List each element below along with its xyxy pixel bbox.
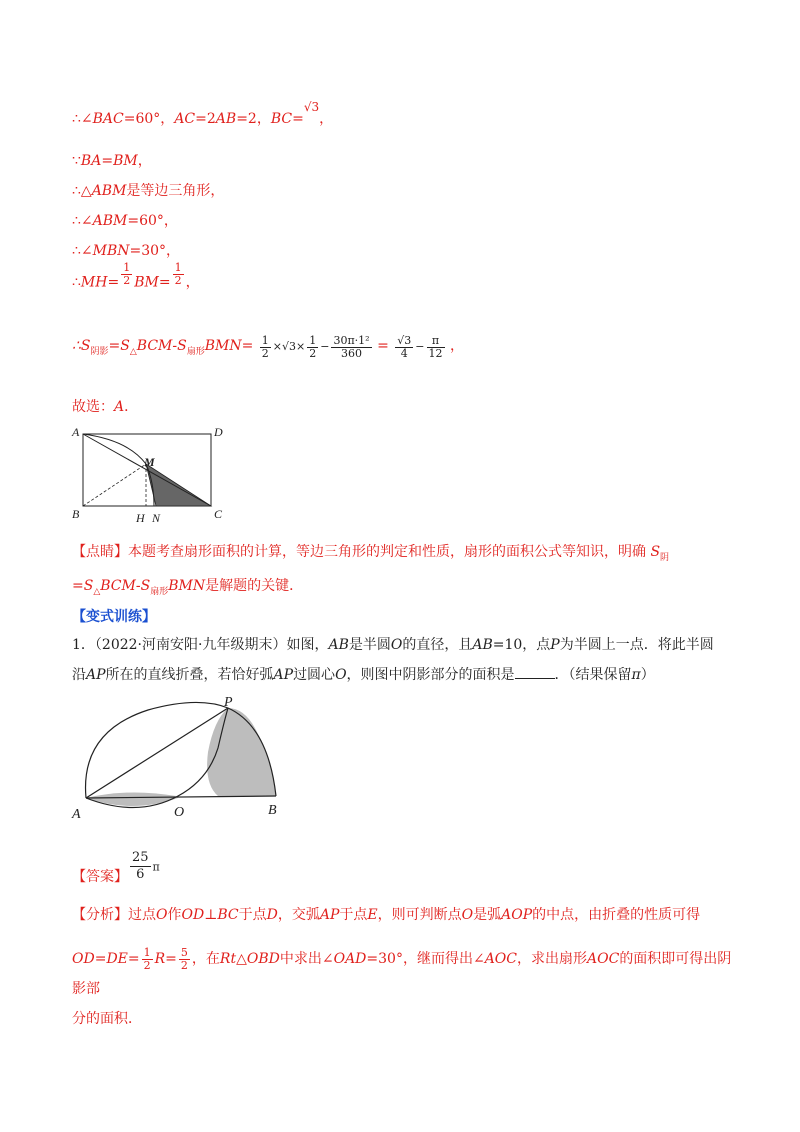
fraction-half (173, 262, 184, 287)
variant-label: 【变式训练】 (72, 609, 156, 625)
subscript: 阴 (660, 552, 670, 563)
numerator: 1 (261, 333, 269, 347)
solution-line-7 (72, 326, 464, 372)
label-a: A (72, 807, 81, 820)
text: ． (124, 399, 139, 415)
text: - (135, 577, 141, 594)
text: 为半圆上一点．将此半圆 (559, 637, 714, 653)
text: =30°，继而得出∠ (366, 951, 485, 967)
subscript: △ (93, 586, 101, 597)
var-abm: ABM (91, 183, 127, 199)
var-ap: AP (319, 907, 340, 923)
var-bcm: BCM (136, 338, 173, 354)
text: 所在的直线折叠，若恰好弧 (105, 667, 274, 683)
diagonal-ac (83, 434, 211, 506)
text: 作 (167, 907, 182, 923)
text: = (107, 274, 120, 291)
perp-symbol: ⊥ (204, 907, 218, 923)
denominator: 6 (136, 867, 145, 882)
var-o: O (461, 907, 474, 923)
choice-line (72, 396, 138, 416)
fraction-five-halves (179, 947, 190, 972)
denominator: 2 (123, 274, 131, 287)
var-aop: AOP (501, 907, 533, 923)
text: ， (137, 153, 152, 169)
numerator: 5 (180, 945, 188, 959)
text: 于点 (339, 907, 368, 923)
solution-line-6 (72, 261, 200, 295)
folded-arc-ap (86, 708, 228, 808)
label-c: C (214, 507, 223, 521)
text: = (241, 338, 254, 354)
text: =60°， (123, 111, 175, 127)
var-obd: OBD (246, 951, 280, 967)
times-symbol: × (296, 340, 306, 353)
shaded-region-left (86, 792, 178, 806)
note-text: 是解题的关键． (205, 577, 304, 594)
choice-answer: A (114, 399, 125, 415)
label-n: N (152, 511, 161, 525)
analysis-tag: 【分析】 (72, 907, 128, 923)
var-bcm: BCM (100, 577, 136, 594)
var-p: P (550, 637, 560, 653)
denominator: 2 (261, 346, 269, 360)
variant-title (72, 606, 156, 626)
var-bm: BM (134, 274, 159, 291)
var-ap: AP (273, 667, 294, 683)
text: ，求出扇形 (517, 951, 587, 967)
answer-fraction (130, 850, 151, 883)
label-m: M (144, 455, 155, 469)
var-d: D (266, 907, 278, 923)
point-note (72, 538, 732, 606)
numerator: 1 (309, 333, 317, 347)
text: ， (450, 338, 465, 354)
text: =10，点 (492, 637, 551, 653)
var-mbn: MBN (92, 243, 130, 259)
therefore-symbol: ∴ (72, 274, 81, 291)
subscript-triangle: △ (129, 346, 137, 357)
formula-expression (258, 333, 377, 360)
text: ，在 (191, 951, 220, 967)
label-b: B (72, 507, 80, 521)
var-bc: BC (270, 111, 293, 127)
chord-ap (86, 708, 228, 798)
var-e: E (367, 907, 378, 923)
answer-blank[interactable] (515, 678, 555, 679)
figure-semicircle-fold (68, 692, 292, 820)
denominator: 4 (400, 346, 408, 360)
var-o: O (390, 637, 403, 653)
var-r: R (154, 951, 166, 967)
text: 的面积即可得出阴影部 (72, 951, 732, 997)
numerator: 1 (174, 261, 182, 274)
label-d: D (214, 425, 223, 439)
fraction (427, 335, 445, 360)
numerator: 30π·1² (333, 333, 370, 347)
answer-line (72, 850, 160, 883)
minus-symbol: − (320, 340, 330, 353)
answer-tag: 【答案】 (72, 868, 128, 885)
fraction (395, 335, 413, 360)
fraction (307, 335, 318, 360)
text: 分的面积． (72, 1011, 142, 1027)
text: 于点 (238, 907, 267, 923)
solution-line-1 (72, 100, 334, 128)
text: =30°， (129, 243, 181, 259)
denominator: 2 (309, 346, 317, 360)
text: 的直径，且 (402, 637, 473, 653)
denominator: 2 (143, 958, 151, 972)
therefore-triangle: ∴△ (72, 183, 92, 199)
text: =S (72, 577, 94, 594)
text: = (101, 153, 114, 169)
numerator: π (427, 335, 445, 348)
figure2-shapes (86, 702, 276, 807)
var-bc: BC (217, 907, 239, 923)
text: = (377, 338, 389, 354)
text: 是等边三角形， (126, 183, 225, 199)
figure1-shapes (83, 434, 211, 506)
label-a: A (72, 425, 80, 439)
fraction (260, 335, 271, 360)
numerator: 25 (132, 850, 149, 865)
var-aoc: AOC (484, 951, 517, 967)
analysis-line-2 (72, 944, 732, 1004)
because-symbol: ∵ (72, 153, 81, 169)
var-oad: OAD (333, 951, 367, 967)
figure-rectangle-sector (68, 422, 238, 528)
text: 是弧 (473, 907, 502, 923)
therefore-angle: ∴∠ (72, 243, 93, 259)
text: = (165, 951, 177, 967)
text: ） (640, 667, 655, 683)
fraction (331, 335, 371, 360)
text: = (127, 951, 140, 967)
var-aoc: AOC (587, 951, 620, 967)
text: 沿 (72, 667, 86, 683)
pi-symbol: π (152, 860, 160, 874)
var-de: DE (106, 951, 128, 967)
text: =60°， (127, 213, 178, 229)
var-ab: AB (215, 111, 237, 127)
subscript-shaded: 阴影 (90, 346, 109, 357)
text: 过点 (128, 907, 156, 923)
var-ab: AB (472, 637, 493, 653)
text: 是半圆 (348, 637, 391, 653)
note-tag: 【点睛】 (72, 544, 128, 560)
numerator: 1 (123, 261, 131, 274)
solution-line-4 (72, 210, 178, 230)
denominator: 360 (341, 346, 363, 360)
numerator: √3 (397, 333, 412, 347)
pi-symbol: π (631, 667, 641, 683)
sqrt3-value: √3 (303, 100, 320, 114)
var-o: O (156, 907, 168, 923)
label-h: H (136, 511, 145, 525)
note-text: 本题考查扇形面积的计算，等边三角形的判定和性质，扇形的面积公式等知识，明确 (128, 544, 651, 560)
problem-1 (72, 630, 732, 690)
choice-label: 故选： (72, 399, 114, 415)
var-abm: ABM (92, 213, 128, 229)
solution-line-5 (72, 240, 180, 260)
text: 过圆心 (293, 667, 336, 683)
var-od: OD (72, 951, 95, 967)
therefore-angle: ∴∠ (72, 111, 93, 127)
text: = (292, 111, 304, 127)
times-symbol: × (272, 340, 282, 353)
text: ， (319, 111, 334, 127)
var-ap: AP (86, 667, 106, 683)
label-b: B (268, 803, 277, 818)
solution-line-2 (72, 150, 152, 170)
text: 的中点，由折叠的性质可得 (532, 907, 701, 923)
text: = (158, 274, 171, 291)
sqrt-value: √3 (282, 340, 297, 353)
var-od: OD (181, 907, 205, 923)
minus-symbol: − (415, 340, 425, 353)
var-s: S (140, 577, 151, 594)
text: ，则可判断点 (377, 907, 462, 923)
text: ．（结果保留 (554, 667, 632, 683)
var-ba: BA (80, 153, 102, 169)
var-bmn: BMN (168, 577, 206, 594)
text: =2 (195, 111, 216, 127)
shaded-region (146, 464, 211, 506)
text: ，交弧 (277, 907, 320, 923)
numerator: 1 (143, 945, 151, 959)
formula-result (393, 333, 450, 360)
var-rt: Rt (219, 951, 237, 967)
therefore-angle: ∴∠ (72, 213, 93, 229)
problem-source: （2022·河南安阳·九年级期末） (94, 637, 287, 653)
var-bm: BM (113, 153, 138, 169)
fraction-half (142, 947, 153, 972)
text: =2， (236, 111, 271, 127)
label-o: O (174, 805, 185, 820)
var-o: O (335, 667, 347, 683)
denominator: 2 (174, 274, 182, 287)
text: ，则图中阴影部分的面积是 (346, 667, 515, 683)
denominator: 12 (428, 346, 443, 360)
denominator: 2 (180, 958, 188, 972)
dashed-bm (83, 464, 146, 506)
text: -S (172, 338, 187, 354)
shaded-area-symbol: ∴S (72, 338, 91, 354)
subscript-sector: 扇形 (186, 346, 205, 357)
fraction-half (121, 262, 132, 287)
var-bac: BAC (92, 111, 124, 127)
var-ab: AB (328, 637, 349, 653)
text: △ (236, 951, 247, 967)
var-ac: AC (174, 111, 196, 127)
solution-line-3 (72, 180, 224, 200)
var-s: S (650, 544, 661, 560)
text: 如图， (286, 637, 329, 653)
text: = (94, 951, 107, 967)
problem-number: 1． (72, 637, 95, 653)
var-bmn: BMN (204, 338, 242, 354)
subscript: 扇形 (150, 586, 169, 597)
text: =S (108, 338, 130, 354)
label-p: P (224, 695, 233, 710)
analysis (72, 900, 732, 1034)
text: ， (185, 274, 200, 291)
var-mh: MH (80, 274, 108, 291)
arc-am (83, 434, 146, 464)
text: 中求出∠ (279, 951, 334, 967)
